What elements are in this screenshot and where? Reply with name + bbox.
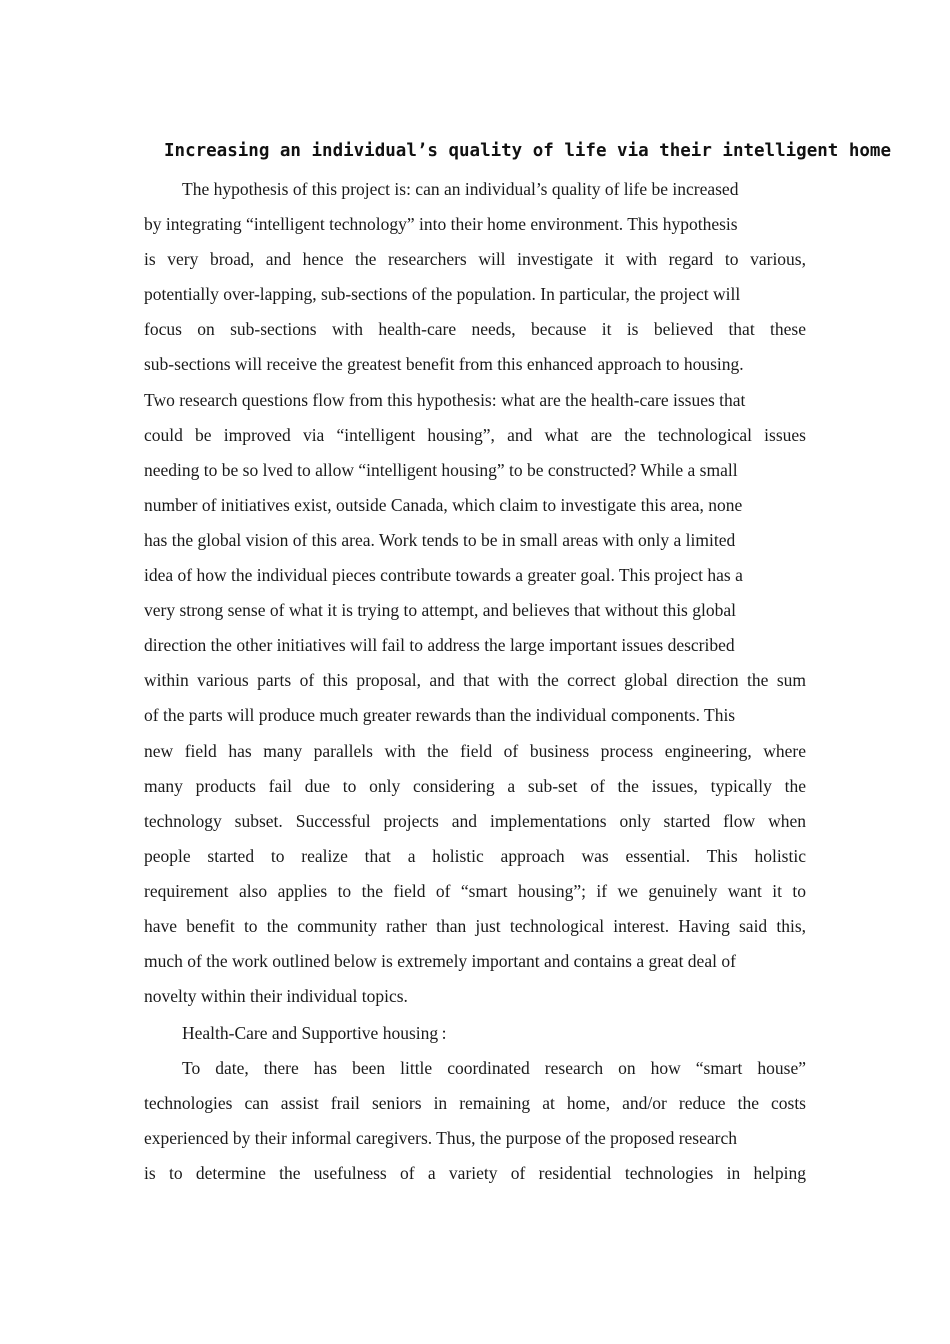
text-line: is very broad, and hence the researchers will investigate it with regard to various,	[144, 249, 806, 270]
text-line: sub-sections will receive the greatest benefit from this enhanced approach to housing.	[144, 354, 744, 375]
section-heading: Health-Care and Supportive housing :	[182, 1023, 447, 1043]
text-line: is to determine the usefulness of a variety of residential technologies in helping	[144, 1163, 806, 1184]
text-line: direction the other initiatives will fail to address the large important issues described	[144, 635, 735, 656]
text-line: focus on sub-sections with health-care needs, because it is believed that these	[144, 319, 806, 340]
text-line: have benefit to the community rather than just technological interest. Having said this,	[144, 915, 806, 936]
text-line: experienced by their informal caregivers. Thus, the purpose of the proposed research	[144, 1128, 737, 1149]
text-line: Two research questions flow from this hypothesis: what are the health-care issues that	[144, 389, 746, 410]
text-line: needing to be so lved to allow “intelligent housing” to be constructed? While a small	[144, 459, 738, 480]
text-line: could be improved via “intelligent housing”, and what are the technological issues	[144, 424, 806, 445]
text-line: idea of how the individual pieces contribute towards a greater goal. This project has a	[144, 565, 743, 586]
text-line: The hypothesis of this project is: can an individual’s quality of life be increased	[182, 179, 739, 199]
document-title: Increasing an individual’s quality of life via their intelligent home	[164, 141, 891, 161]
paragraph-health-care	[144, 1051, 806, 1191]
text-line: of the parts will produce much greater rewards than the individual components. This	[144, 705, 736, 726]
text-line: people started to realize that a holistic approach was essential. This holistic	[144, 845, 806, 866]
text-line: number of initiatives exist, outside Canada, which claim to investigate this area, none	[144, 494, 743, 515]
text-line: by integrating “intelligent technology” into their home environment. This hypothesis	[144, 214, 738, 235]
section-heading-block	[144, 1016, 806, 1051]
text-line: potentially over-lapping, sub-sections of the population. In particular, the project will	[144, 284, 741, 305]
text-line: technology subset. Successful projects and implementations only started flow when	[144, 810, 806, 831]
text-line: has the global vision of this area. Work tends to be in small areas with only a limited	[144, 529, 736, 550]
text-line: very strong sense of what it is trying to attempt, and believes that without this global	[144, 600, 736, 621]
text-line: novelty within their individual topics.	[144, 986, 408, 1007]
paragraph-hypothesis	[144, 172, 806, 1014]
text-line: many products fail due to only considering a sub-set of the issues, typically the	[144, 775, 806, 796]
text-line: requirement also applies to the field of “smart housing”; if we genuinely want it to	[144, 880, 806, 901]
text-line: within various parts of this proposal, and that with the correct global direction the sum	[144, 670, 806, 691]
text-line: technologies can assist frail seniors in remaining at home, and/or reduce the costs	[144, 1093, 806, 1114]
text-line: much of the work outlined below is extremely important and contains a great deal of	[144, 951, 736, 972]
text-line: To date, there has been little coordinated research on how “smart house”	[182, 1058, 806, 1078]
text-line: new field has many parallels with the field of business process engineering, where	[144, 740, 806, 761]
